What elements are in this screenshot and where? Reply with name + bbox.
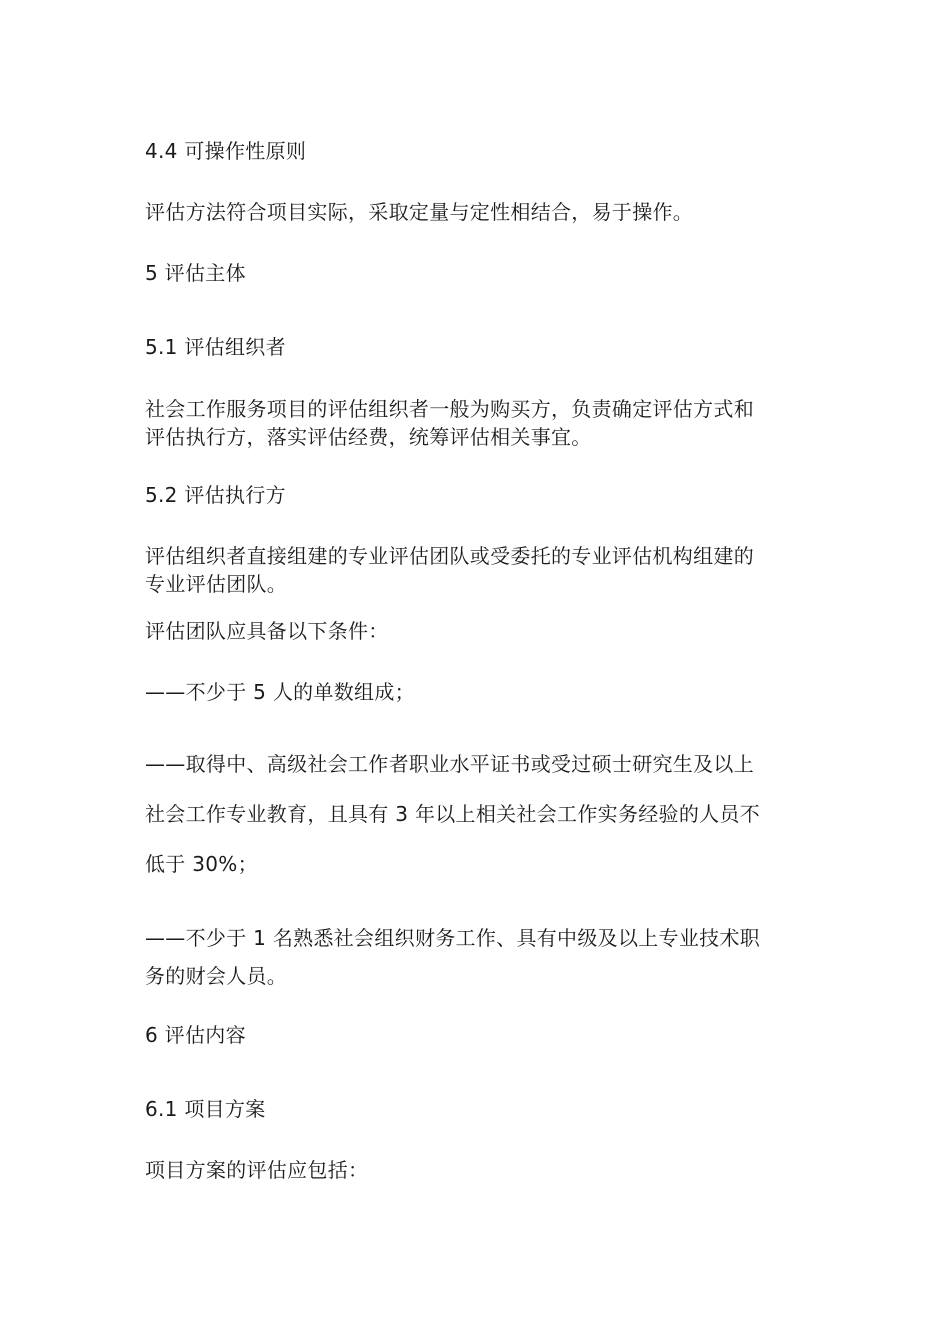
list-item: ——不少于 1 名熟悉社会组织财务工作、具有中级及以上专业技术职 xyxy=(145,926,761,950)
heading-5-2: 5.2 评估执行方 xyxy=(145,483,286,507)
paragraph-line: 评估执行方，落实评估经费，统筹评估相关事宜。 xyxy=(145,425,592,449)
paragraph-line: 评估团队应具备以下条件： xyxy=(145,619,389,643)
paragraph-line: 社会工作服务项目的评估组织者一般为购买方，负责确定评估方式和 xyxy=(145,397,754,421)
list-item: ——取得中、高级社会工作者职业水平证书或受过硕士研究生及以上 xyxy=(145,752,754,776)
paragraph-line: 评估方法符合项目实际，采取定量与定性相结合，易于操作。 xyxy=(145,200,694,224)
heading-5: 5 评估主体 xyxy=(145,261,246,285)
list-item: ——不少于 5 人的单数组成； xyxy=(145,680,415,704)
heading-5-1: 5.1 评估组织者 xyxy=(145,335,286,359)
heading-6: 6 评估内容 xyxy=(145,1023,246,1047)
heading-6-1: 6.1 项目方案 xyxy=(145,1097,266,1121)
heading-4-4: 4.4 可操作性原则 xyxy=(145,139,307,163)
list-item-continuation: 务的财会人员。 xyxy=(145,964,288,988)
paragraph-line: 专业评估团队。 xyxy=(145,572,288,596)
paragraph-line: 项目方案的评估应包括： xyxy=(145,1158,369,1182)
paragraph-line: 评估组织者直接组建的专业评估团队或受委托的专业评估机构组建的 xyxy=(145,544,754,568)
list-item-continuation: 低于 30%； xyxy=(145,852,258,876)
list-item-continuation: 社会工作专业教育，且具有 3 年以上相关社会工作实务经验的人员不 xyxy=(145,802,761,826)
